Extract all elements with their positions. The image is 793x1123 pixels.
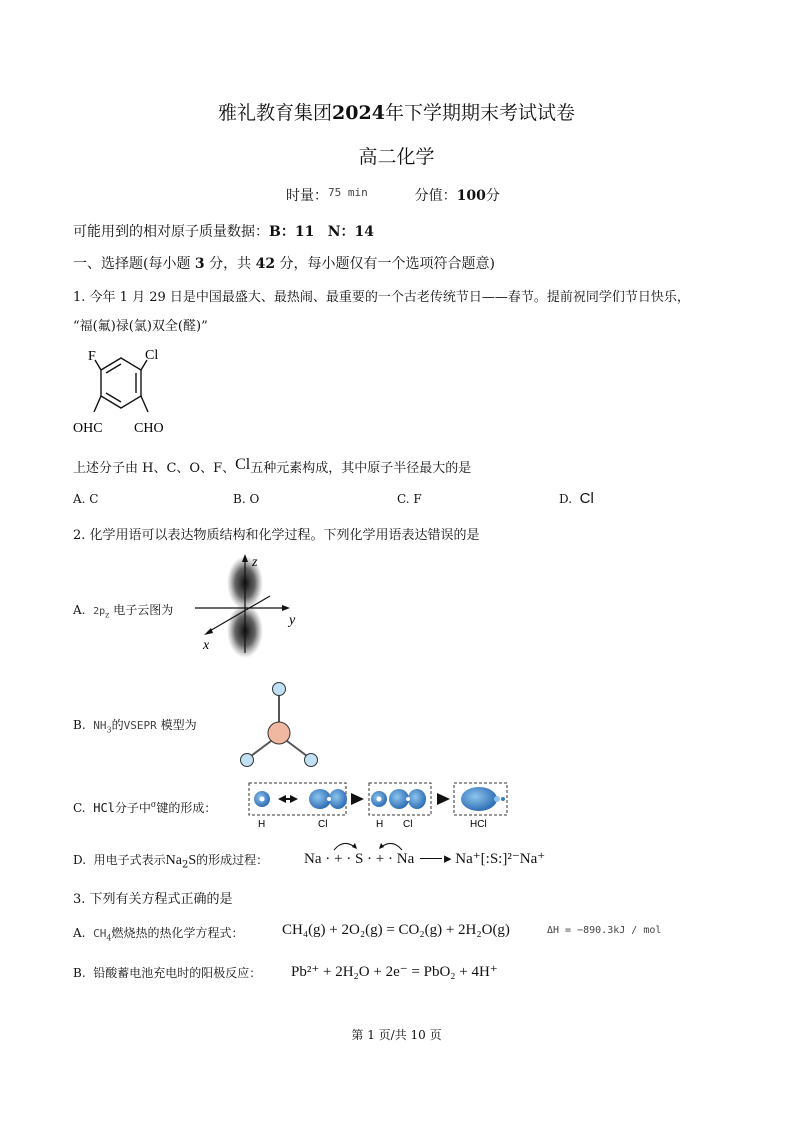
exam-meta xyxy=(286,185,500,205)
q2-c-sigma: σ xyxy=(150,800,157,809)
q1-question xyxy=(73,456,471,476)
q3-a-equation: CH₄(g) + 2O₂(g) = CO₂(g) + 2H₂O(g) xyxy=(282,922,510,938)
q2-a-orbital: 2p xyxy=(93,606,106,617)
hcl-sigma-orbital xyxy=(461,787,497,811)
q3-a-text: 燃烧热的热化学方程式： xyxy=(111,926,244,940)
score-label: 分值： xyxy=(414,188,457,204)
q2-stem: 2. 化学用语可以表达物质结构和化学过程。下列化学用语表达错误的是 xyxy=(73,528,480,543)
q2-b-text1: 的 xyxy=(111,718,124,732)
q2-c-hcl: HCl xyxy=(93,801,115,815)
q2-b-formula: NH xyxy=(93,719,107,732)
q2-d-equation: Na · + · S · + · Na ▸ Na⁺[:S:]²⁻Na⁺ xyxy=(304,851,546,867)
subject-title: 高二化学 xyxy=(358,146,435,168)
time-value: 75 min xyxy=(328,186,368,199)
q2-d-eq-left: Na · + · S · + · Na xyxy=(304,851,415,867)
page-number: 第 1 页/共 10 页 xyxy=(351,1028,442,1042)
label-cl1: Cl xyxy=(318,819,328,830)
q3-stem: 3. 下列有关方程式正确的是 xyxy=(73,892,233,907)
q3-a-enthalpy: ΔH = −890.3kJ / mol xyxy=(547,925,662,936)
q1-option-c[interactable]: C. F xyxy=(397,492,422,506)
q2-d-sub: 2 xyxy=(182,859,189,871)
q3-a-ch: CH xyxy=(93,927,107,940)
vsepr-atom-top xyxy=(273,683,286,696)
q3-b-prefix: B. xyxy=(73,966,86,980)
score-value: 100 xyxy=(456,188,486,204)
q2-b-text2: 模型为 xyxy=(160,718,197,732)
atomic-mass-line xyxy=(73,221,374,241)
label-h1: H xyxy=(258,819,266,830)
q3-option-b[interactable] xyxy=(73,964,261,981)
cl-orbital-right-lobe xyxy=(329,789,347,809)
q1-option-d-label: Cl xyxy=(579,490,594,507)
vsepr-atom-left xyxy=(241,754,254,767)
q2-option-a[interactable] xyxy=(73,601,173,619)
title-prefix: 雅礼教育集团 xyxy=(218,102,333,124)
q3-option-a[interactable] xyxy=(73,924,243,942)
q1-stem-line2: “福(氟)禄(氯)双全(醛)” xyxy=(73,319,208,334)
atomic-mass-label: 可能用到的相对原子质量数据： xyxy=(73,224,269,240)
p-orbital-diagram xyxy=(190,552,315,662)
q3-a-prefix: A. xyxy=(73,926,86,940)
label-cl2: Cl xyxy=(403,819,413,830)
q2-b-prefix: B. xyxy=(73,718,86,732)
sigma-bond-diagram xyxy=(248,782,510,830)
q2-d-formula: Na xyxy=(165,853,182,868)
section-heading-text: 一、选择题(每小题 xyxy=(73,256,191,272)
vsepr-atom-center xyxy=(268,722,290,744)
q1-stem-line1: 1. 今年 1 月 29 日是中国最盛大、最热闹、最重要的一个古老传统节日——春节。提前祝同学们节日快乐， xyxy=(73,290,690,305)
section-per-score: 3 xyxy=(194,256,205,272)
page-title xyxy=(0,98,793,125)
section-heading xyxy=(73,253,495,273)
electron-transfer-arrows xyxy=(330,838,410,852)
mol-label-f: F xyxy=(88,349,96,364)
atomic-mass-b: B：11 xyxy=(269,224,315,240)
q2-a-orbital-sub: z xyxy=(105,610,110,620)
atomic-mass-n: N：14 xyxy=(327,224,374,240)
title-year: 2024 xyxy=(332,102,385,124)
q2-option-c[interactable] xyxy=(73,799,216,816)
q2-d-prefix: D. xyxy=(73,853,87,867)
q2-b-vsepr: VSEPR xyxy=(123,719,157,732)
q2-a-text: 电子云图为 xyxy=(113,603,174,617)
q3-b-equation: Pb²⁺ + 2H₂O + 2e⁻ = PbO₂ + 4H⁺ xyxy=(291,964,498,980)
mol-label-ohc: OHC xyxy=(73,421,103,436)
q3-a-ch-sub: 4 xyxy=(106,933,112,943)
vsepr-atom-right xyxy=(305,754,318,767)
axis-label-y: y xyxy=(289,613,296,628)
q2-d-eq-right: Na⁺[:S:]²⁻Na⁺ xyxy=(455,851,546,867)
q2-c-text1: 分子中 xyxy=(114,801,151,815)
label-hcl: HCl xyxy=(470,819,487,830)
mol-label-cho: CHO xyxy=(134,421,164,436)
q2-d-text2: 的形成过程： xyxy=(196,853,269,867)
q3-b-text: 铅酸蓄电池充电时的阳极反应： xyxy=(93,966,262,980)
mol-label-cl: Cl xyxy=(145,348,159,363)
q2-c-prefix: C. xyxy=(73,801,86,815)
q2-d-s: S xyxy=(188,853,197,868)
axis-label-x: x xyxy=(203,638,210,653)
q1-molecule-structure xyxy=(70,340,180,440)
score-unit: 分 xyxy=(485,188,500,204)
section-heading-mid1: 分，共 xyxy=(209,256,252,272)
q1-option-d-prefix: D. xyxy=(559,492,573,506)
q2-d-text1: 用电子式表示 xyxy=(93,853,166,867)
q2-option-b[interactable] xyxy=(73,716,197,734)
q2-option-d[interactable] xyxy=(73,851,268,870)
q2-a-prefix: A. xyxy=(73,603,86,617)
q1-option-b[interactable]: B. O xyxy=(233,492,260,506)
q1-option-d[interactable] xyxy=(559,490,594,507)
q1-option-a[interactable]: A. C xyxy=(73,492,99,506)
q2-b-sub: 3 xyxy=(106,725,112,735)
title-suffix: 年下学期期末考试试卷 xyxy=(384,102,575,124)
section-heading-mid2: 分，每小题仅有一个选项符合题意) xyxy=(279,256,495,272)
section-total-score: 42 xyxy=(255,256,276,272)
q1-question-part2: 五种元素构成，其中原子半径最大的是 xyxy=(250,461,472,476)
time-label: 时量： xyxy=(286,188,328,204)
q1-question-part1: 上述分子由 H、C、O、F、 xyxy=(73,461,236,476)
q1-question-cl: Cl xyxy=(235,456,251,473)
vsepr-model xyxy=(236,680,326,770)
label-h2: H xyxy=(376,819,384,830)
q2-c-text2: 键的形成： xyxy=(156,801,217,815)
axis-label-z: z xyxy=(252,555,258,570)
